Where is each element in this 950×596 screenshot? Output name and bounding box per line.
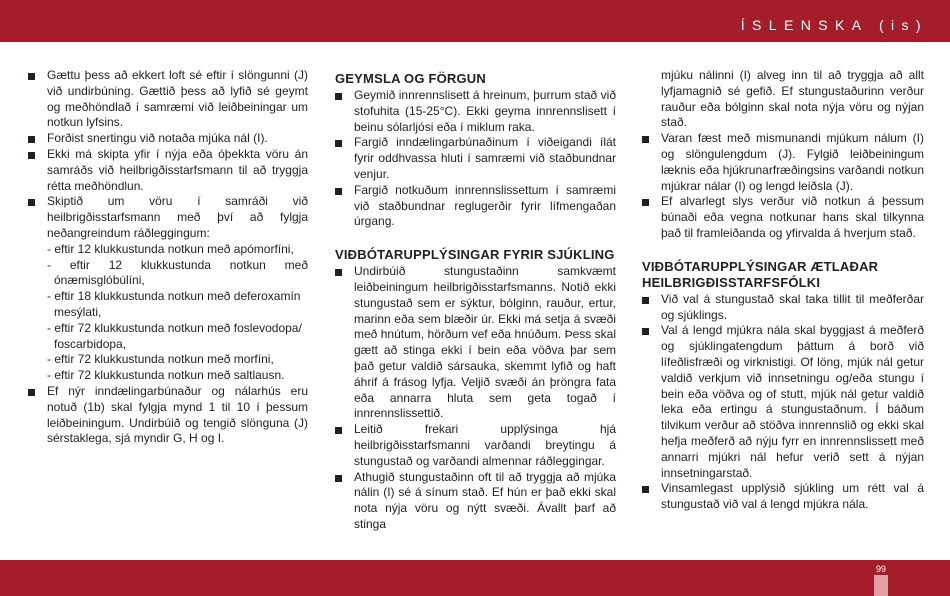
sub-item-continued: ónæmisglóbúlíni, (54, 273, 145, 288)
paragraph-continued: mjúku nálinni (I) alveg inn til að tryggja að allt lyfjamagnið sé gefið. Ef stungustaðurinn verður rauður eða bólginn skal nota nýja vöru og nýjan stað. (661, 68, 924, 130)
section-heading: GEYMSLA OG FÖRGUN (335, 71, 486, 86)
list-item: Athugið stungustaðinn oft til að tryggja að mjúka nálin (I) sé á sínum stað. Ef hún er það ekki skal nota nýja vöru og nýtt svæði. Ávallt þarf að stinga (335, 470, 616, 533)
list-item: Gættu þess að ekkert loft sé eftir í slöngunni (J) við undirbúning. Gættið þess að lyfið sé geymt og meðhöndlað í samræmi við leiðbeiningar um notkun lyfsins. (28, 68, 308, 131)
list-item: Við val á stungustað skal taka tillit til meðferðar og sjúklings. (642, 292, 924, 324)
list-item: Forðist snertingu við notaða mjúka nál (I). (28, 131, 308, 147)
sub-item: - eftir 72 klukkustunda notkun með saltlausn. (47, 368, 285, 383)
column-right (642, 68, 924, 513)
list-item: Ef alvarlegt slys verður við notkun á þessum búnaði eða vegna notkunar hans skal tilkynna það til framleiðanda og yfirvalda á hverjum stað. (642, 194, 924, 241)
sub-item-continued: mesýlati, (54, 304, 102, 319)
list-item: Fargið inndælingarbúnaðinum í viðeigandi ílát fyrir oddhvassa hluti í samræmi við staðbundnar venjur. (335, 135, 616, 182)
page-number: 99 (875, 564, 886, 574)
bullet-icon (642, 136, 649, 143)
list-item: Ef nýr inndælingarbúnaður og nálarhús eru notuð (1b) skal fylgja mynd 1 til 10 í þessum leiðbeiningum. Undirbúið og tengið slönguna (J) sérstaklega, sjá myndir G, H og I. (28, 384, 308, 447)
list-item: Varan fæst með mismunandi mjúkum nálum (I) og slöngulengdum (J). Fylgið leiðbeiningum læknis eða hjúkrunarfræðingsins varðandi notkun mjúkrar nálar (I) og lengd leiðsla (J). (642, 131, 924, 194)
list-item: Ekki má skipta yfir í nýja eða óþekkta vöru án samráðs við heilbrigðisstarfsmann til að tryggja rétta meðhöndlun. (28, 147, 308, 194)
list-item: Geymið innrennslisett á hreinum, þurrum stað við stofuhita (15-25°C). Ekki geyma innrennslisett í beinu sólarljósi eða í miklum raka. (335, 88, 616, 135)
sub-item: - eftir 18 klukkustunda notkun með deferoxamín (47, 289, 301, 304)
bullet-icon (335, 427, 342, 434)
section-heading: VIÐBÓTARUPPLÝSINGAR ÆTLAÐAR HEILBRIGÐISSTARFSFÓLKI (642, 258, 879, 290)
sub-item-continued: foscarbidopa, (54, 336, 127, 351)
language-label: ÍSLENSKA (is) (740, 17, 928, 33)
bullet-icon (28, 389, 35, 396)
bullet-icon (28, 152, 35, 159)
bullet-icon (335, 188, 342, 195)
bullet-icon (642, 486, 649, 493)
bullet-icon (335, 269, 342, 276)
bullet-icon (335, 140, 342, 147)
bullet-icon (642, 297, 649, 304)
list-item: Val á lengd mjúkra nála skal byggjast á meðferð og sjúklingatengdum þáttum á borð við lífeðlisfræði og virknistigi. Of löng, mjúk nál getur valdið verkjum við innsetningu og/eða stungu í bein eða vöðva og of stutt, mjúk nál getur valdið leka eða ertingu á stungustaðnum. Í báðum tilvikum verður að stöðva innrennslið og ekki skal hefja meðferð að nýju fyrr en innrennslissett með annarri mjúkri nál hefur verið sett á nýjan innsetningarstað. (642, 323, 924, 481)
section-heading: VIÐBÓTARUPPLÝSINGAR FYRIR SJÚKLING (335, 247, 615, 263)
sub-item: - eftir 72 klukkustunda notkun með foslevodopa/ (47, 320, 302, 335)
bullet-icon (28, 136, 35, 143)
bullet-icon (335, 475, 342, 482)
header-band (0, 0, 950, 42)
bullet-icon (642, 328, 649, 335)
footer-band (0, 560, 950, 596)
bullet-icon (642, 199, 649, 206)
bullet-icon (28, 73, 35, 80)
list-item: Leitið frekari upplýsinga hjá heilbrigðisstarfsmanni varðandi breytingu á stungustað og varðandi almennar ráðleggingar. (335, 422, 616, 469)
list-item: Undirbúið stungustaðinn samkvæmt leiðbeiningum heilbrigðisstarfsmanns. Notið ekki stungustað sem er sýktur, bólginn, rauður, ertur, marinn eða sem blæðir úr. Ekki má setja á svæði með hnútum, hörðum vef eða hnúðum. Þess skal gætt að stinga ekki í bein eða vöðva þar sem það getur valdið sársauka, skemmt lyfið og haft áhrif á frásog lyfja. Veljið svæði án þröngra fata eða annarra hluta sem geta togað í innrennslissettið. (335, 264, 616, 422)
list-item: Vinsamlegast upplýsið sjúkling um rétt val á stungustað við val á lengd mjúkra nála. (642, 481, 924, 513)
bullet-icon (28, 199, 35, 206)
column-left (28, 68, 308, 447)
page-tab (874, 575, 888, 596)
list-item: Skiptið um vöru í samráði við heilbrigðisstarfsmann með því að fylgja neðangreindum ráðleggingum: (28, 194, 308, 241)
column-middle (335, 68, 616, 533)
sub-item: - eftir 72 klukkustunda notkun með morfíni, (47, 352, 274, 367)
sub-item: - eftir 12 klukkustunda notkun með (47, 257, 308, 272)
list-item: Fargið notkuðum innrennslissettum í samræmi við staðbundnar reglugerðir fyrir lífmengaðan úrgang. (335, 183, 616, 230)
sub-item: - eftir 12 klukkustunda notkun með apómorfíni, (47, 241, 294, 256)
bullet-icon (335, 93, 342, 100)
